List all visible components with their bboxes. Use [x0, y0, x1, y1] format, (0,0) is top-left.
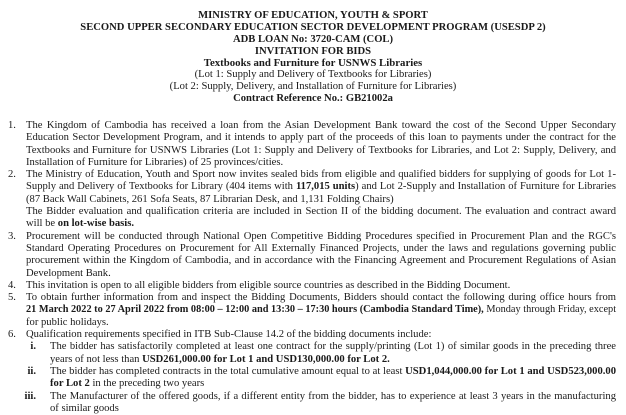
clause-text-line: The bidder has satisfactorily completed at least one contract for the supply/printing (Lot 1) of similar goods in the preceding three [50, 341, 616, 353]
text-run: The bidder has completed contracts in the total cumulative amount equal to at least [50, 365, 406, 377]
clause-text-line [26, 304, 616, 316]
text-run: ) and Lot 2-Supply and Installation of Furniture for Libraries [355, 181, 616, 193]
clause-number: 3. [8, 230, 16, 242]
clause-1 [0, 120, 626, 169]
clause-3 [0, 231, 626, 280]
invitation-title: INVITATION FOR BIDS [254, 45, 372, 57]
loan-number: ADB LOAN No: 3720-CAM (COL) [232, 33, 394, 45]
text-run: Supply and Delivery of Textbooks for Library (404 items with [26, 181, 296, 193]
lot2-description: (Lot 2: Supply, Delivery, and Installation of Furniture for Libraries) [169, 81, 457, 93]
subclause-iii [0, 391, 626, 415]
subject-title: Textbooks and Furniture for USNWS Libraries [203, 56, 423, 69]
clause-text-line [26, 218, 616, 230]
clause-text-line: The Ministry of Education, Youth and Sport now invites sealed bids from eligible and qualified bidders for supplying of goods for Lot 1- [26, 169, 616, 181]
clause-text-line: for public holidays. [26, 316, 109, 328]
contract-reference: Contract Reference No.: GB21002a [233, 93, 393, 105]
subclause-ii [0, 366, 626, 391]
contract-amount: USD261,000.00 for Lot 1 and USD130,000.00 for Lot 2. [142, 353, 390, 365]
clause-number: 2. [8, 169, 16, 181]
clause-5 [0, 292, 626, 329]
clause-text-line [50, 354, 616, 366]
ministry-title: MINISTRY OF EDUCATION, YOUTH & SPORT [198, 10, 428, 21]
text-run: Monday through Friday, except [483, 304, 617, 316]
subclause-i [0, 341, 626, 366]
lot1-description: (Lot 1: Supply and Delivery of Textbooks for Libraries) [194, 69, 432, 81]
clause-text-line: Qualification requirements specified in ITB Sub-Clause 14.2 of the bidding documents include: [26, 329, 432, 341]
clause-text-line: The Kingdom of Cambodia has received a loan from the Asian Development Bank toward the cost of the Second Upper Secondary [26, 120, 616, 131]
clause-text-line: Standard Operating Procedures on Procurement for All Externally Financed Projects, under the laws and regulations governing public [26, 242, 616, 254]
document-header [0, 10, 626, 105]
document-body [0, 120, 626, 415]
clause-text-line: Procurement will be conducted through National Open Competitive Bidding Procedures specified in Procurement Plan and the RGC's [26, 230, 616, 242]
clause-text-line: The Manufacturer of the offered goods, if a different entity from the bidder, has to experience at least 3 years in the manufacturing [50, 390, 616, 402]
award-basis: on lot-wise basis. [57, 218, 135, 230]
clause-number: 1. [8, 120, 16, 131]
clause-number: 4. [8, 279, 16, 291]
subclause-number: i. [30, 341, 36, 353]
office-hours: 21 March 2022 to 27 April 2022 from 08:00 – 12:00 and 13:30 – 17:30 hours (Cambodia Standard Time), [26, 304, 484, 316]
clause-number: 5. [8, 292, 16, 304]
clause-text-line: Installation of Furniture for Libraries) of 25 provinces/cities. [26, 156, 284, 168]
clause-text-line: This invitation is open to all eligible bidders from eligible source countries as described in the Bidding Document. [26, 279, 511, 291]
clause-text-line: Textbooks and Furniture for USNWS Libraries (Lot 1: Supply and Delivery of Textbooks for Libraries, and Lot 2: Supply, Delivery, and [26, 144, 616, 156]
clause-2 [0, 169, 626, 230]
clause-text-line: Education Sector Development Program, and it intends to apply part of the proceeds of this loan to payments under the contract for the [26, 132, 616, 144]
clause-text-line [50, 378, 616, 390]
clause-text-line: To obtain further information from and inspect the Bidding Documents, Bidders should contact the following during office hours from [26, 292, 616, 304]
units-count: 117,015 units [295, 181, 356, 193]
clause-6 [0, 329, 626, 341]
clause-text-line: The Bidder evaluation and qualification criteria are included in Section II of the bidding document. The evaluation and contract award [26, 206, 616, 218]
clause-text-line: procurement within the Kingdom of Cambodia, and in accordance with the Financing Agreement and Procurement Regulations of Asian [26, 255, 616, 267]
text-run: will be [26, 218, 58, 230]
clause-text-line [50, 366, 616, 378]
subclause-number: ii. [27, 365, 36, 377]
clause-text-line: (87 Back Wall Cabinets, 261 Sofa Seats, 87 Librarian Desk, and 1,131 Folding Chairs) [26, 193, 394, 205]
clause-number: 6. [8, 329, 16, 341]
clause-text-line: of similar goods [50, 402, 119, 414]
cumulative-amount: USD1,044,000.00 for Lot 1 and USD523,000.00 [405, 365, 616, 377]
text-run: years of not less than [50, 353, 143, 365]
clause-4 [0, 280, 626, 292]
clause-text-line: Development Bank. [26, 267, 111, 279]
program-title: SECOND UPPER SECONDARY EDUCATION SECTOR DEVELOPMENT PROGRAM (USESDP 2) [80, 21, 546, 33]
clause-text-line [26, 181, 616, 193]
subclause-number: iii. [24, 390, 36, 402]
text-run: in the preceding two years [89, 378, 205, 390]
lot-label: for Lot 2 [50, 378, 90, 390]
